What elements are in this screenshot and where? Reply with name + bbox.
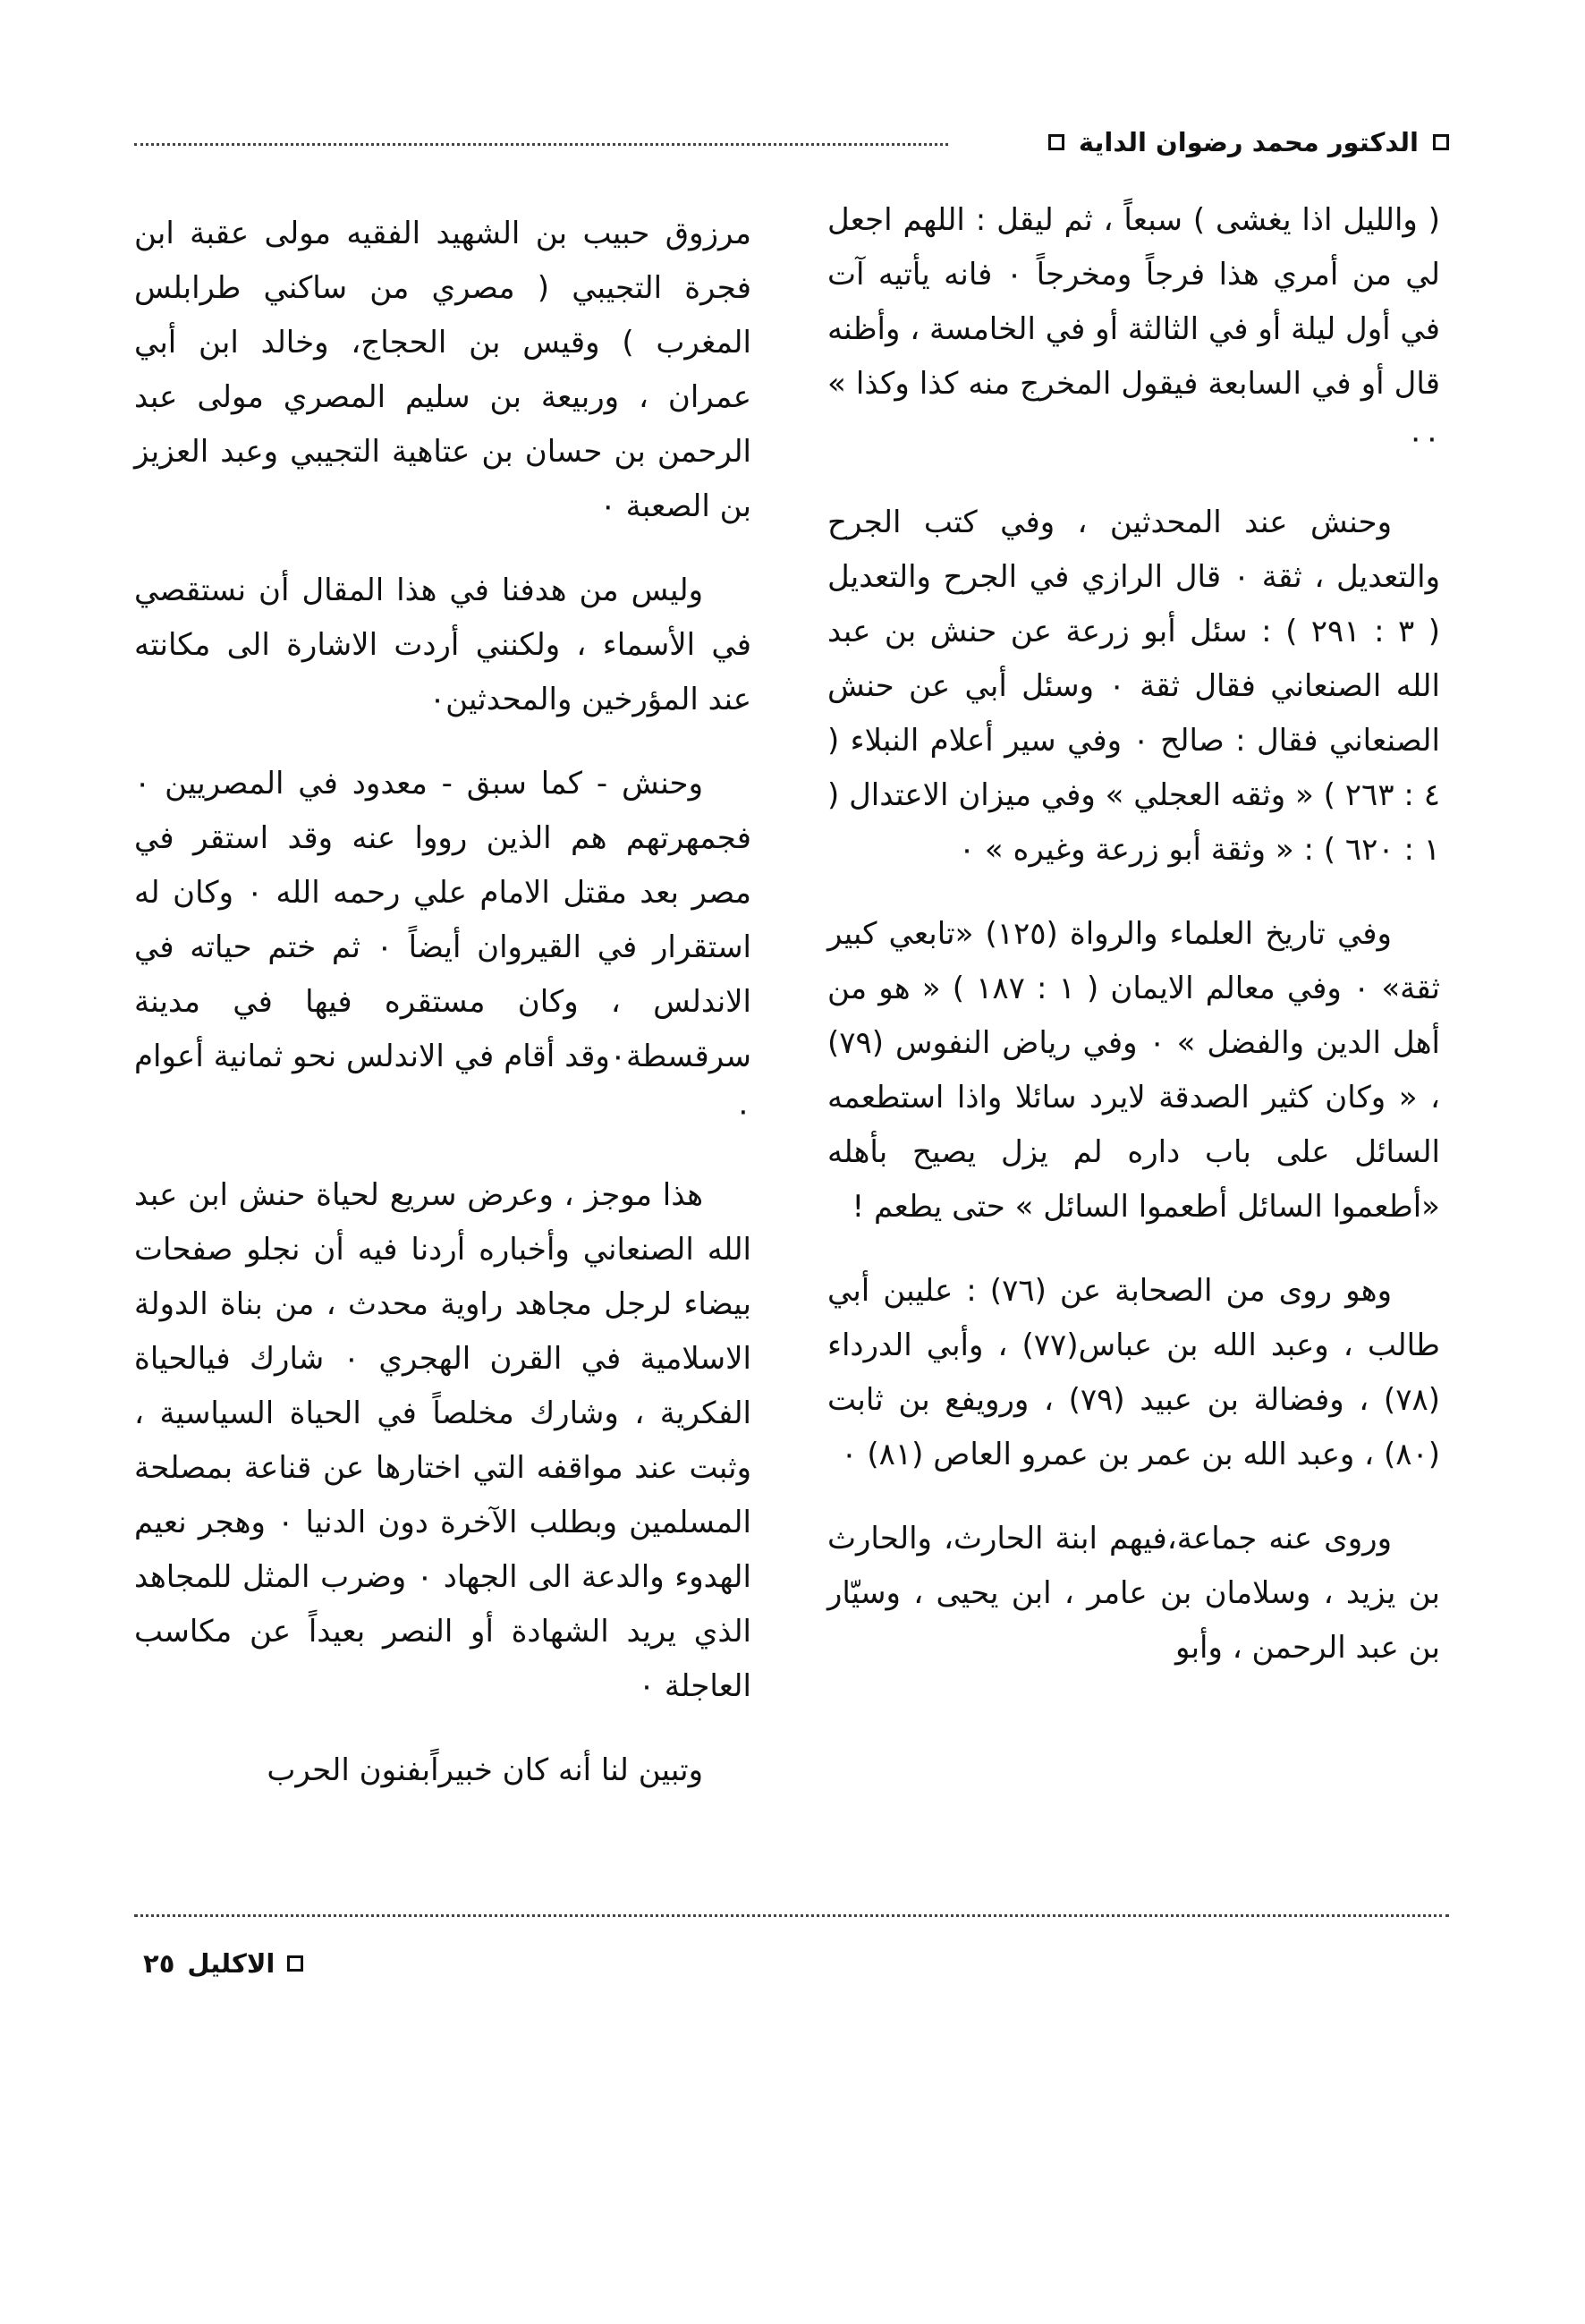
paragraph: وحنش عند المحدثين ، وفي كتب الجرح والتعديل ، ثقة ٠ قال الرازي في الجرح والتعديل ( ٣ : ٢٩١ ) : سئل أبو زرعة عن حنش بن عبد الله الصنعاني فقال ثقة ٠ وسئل أبي عن حنش الصنعاني فقال : صالح ٠ وفي سير أعلام النبلاء ( ٤ : ٢٦٣ ) « وثقه العجلي » وفي ميزان الاعتدال ( ١ : ٦٢٠ ) : « وثقة أبو زرعة وغيره » ٠ bbox=[827, 505, 1440, 868]
page-footer bbox=[134, 1914, 1449, 1986]
paragraph: وفي تاريخ العلماء والرواة (١٢٥) «تابعي كبير ثقة» ٠ وفي معالم الايمان ( ١ : ١٨٧ ) « هو من أهل الدين والفضل » ٠ وفي رياض النفوس (٧٩) ، « وكان كثير الصدقة لايرد سائلا واذا استطعمه السائل على باب داره لم يزل يصيح بأهله «أطعموا السائل أطعموا السائل » حتى يطعم ! bbox=[827, 916, 1441, 1225]
footer-dotted-rule bbox=[134, 1914, 1449, 1917]
paragraph: وروى عنه جماعة،فيهم ابنة الحارث، والحارث بن يزيد ، وسلامان بن عامر ، ابن يحيى ، وسيّار بن عبد الرحمن ، وأبو bbox=[827, 1521, 1440, 1666]
paragraph: وحنش - كما سبق - معدود في المصريين ٠ فجمهرتهم هم الذين رووا عنه وقد استقر في مصر بعد مقتل الامام علي رحمه الله ٠ وكان له استقرار في القيروان أيضاً ٠ ثم ختم حياته في الاندلس ، وكان مستقره فيها في مدينة سرقسطة٠وقد أقام في الاندلس نحو ثمانية أعوام ٠ bbox=[134, 766, 751, 1129]
page-number: ٢٥ bbox=[143, 1948, 175, 1979]
square-bullet-icon bbox=[287, 1955, 303, 1972]
journal-name: الاكليل bbox=[187, 1948, 275, 1979]
page-header bbox=[134, 125, 1449, 179]
paragraph: ( والليل اذا يغشى ) سبعاً ، ثم ليقل : اللهم اجعل لي من أمري هذا فرجاً ومخرجاً ٠ فانه يأتيه آت في أول ليلة أو في الثالثة أو في الخامسة ، وأظنه قال أو في السابعة فيقول المخرج منه كذا وكذا » ٠٠ bbox=[827, 202, 1440, 456]
square-bullet-icon bbox=[1048, 134, 1064, 150]
header-dotted-rule bbox=[134, 143, 948, 146]
paragraph: هذا موجز ، وعرض سريع لحياة حنش ابن عبد الله الصنعاني وأخباره أردنا فيه أن نجلو صفحات بيضاء لرجل مجاهد راوية محدث ، من بناة الدولة الاسلامية في القرن الهجري ٠ شارك فيالحياة الفكرية ، وشارك مخلصاً في الحياة السياسية ، وثبت عند مواقفه التي اختارها عن قناعة بمصلحة المسلمين وبطلب الآخرة دون الدنيا ٠ وهجر نعيم الهدوء والدعة الى الجهاد ٠ وضرب المثل للمجاهد الذي يريد الشهادة أو النصر بعيداً عن مكاسب العاجلة ٠ bbox=[134, 1177, 751, 1704]
paragraph: وليس من هدفنا في هذا المقال أن نستقصي في الأسماء ، ولكنني أردت الاشارة الى مكانته عند المؤرخين والمحدثين٠ bbox=[134, 573, 751, 717]
author-name: الدكتور محمد رضوان الداية bbox=[1078, 127, 1419, 157]
paragraph: وهو روى من الصحابة عن (٧٦) : عليبن أبي طالب ، وعبد الله بن عباس(٧٧) ، وأبي الدرداء (٧٨) ، وفضالة بن عبيد (٧٩) ، ورويفع بن ثابت (٨٠) ، وعبد الله بن عمر بن عمرو العاص (٨١) ٠ bbox=[827, 1273, 1440, 1472]
left-column bbox=[134, 207, 751, 1798]
right-column bbox=[827, 193, 1440, 1675]
paragraph: وتبين لنا أنه كان خبيراًبفنون الحرب bbox=[267, 1752, 703, 1788]
footer-label bbox=[143, 1948, 303, 1979]
paragraph: مرزوق حبيب بن الشهيد الفقيه مولى عقبة ابن فجرة التجيبي ( مصري من ساكني طرابلس المغرب ) وقيس بن الحجاج، وخالد ابن أبي عمران ، وربيعة بن سليم المصري مولى عبد الرحمن بن حسان بن عتاهية التجيبي وعبد العزيز بن الصعبة ٠ bbox=[134, 216, 751, 524]
header-title bbox=[1048, 127, 1449, 157]
square-bullet-icon bbox=[1433, 134, 1449, 150]
